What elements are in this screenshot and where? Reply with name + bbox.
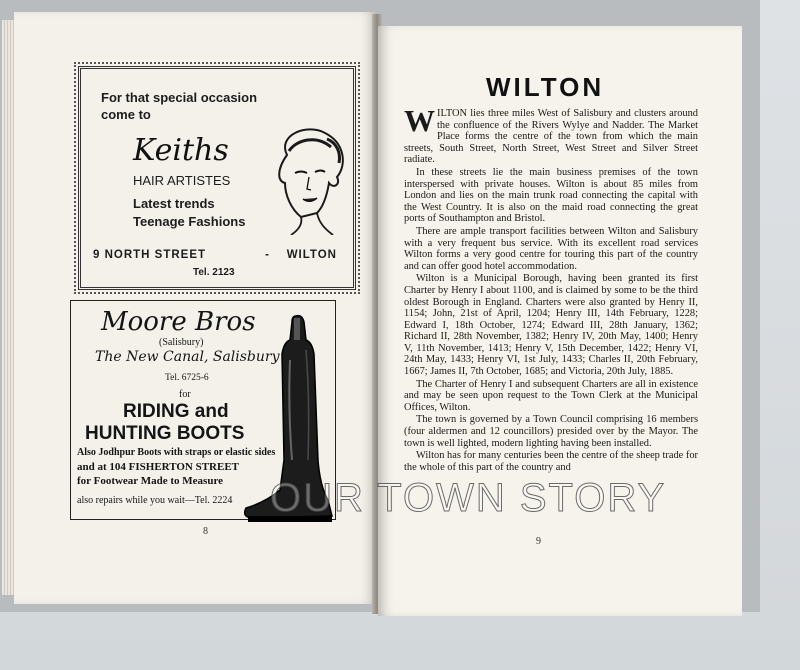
article-paragraph: The town is governed by a Town Council comprising 16 members (four aldermen and 12 councillors) presided over by the Mayor. The town is well lighted, modern lighting having been installed.: [404, 414, 698, 449]
keiths-address: 9 NORTH STREET: [93, 249, 207, 261]
moore-bros-jodhpur-line: Also Jodhpur Boots with straps or elastic sides: [77, 447, 276, 458]
article-paragraph: The Charter of Henry I and subsequent Charters are all in existence and may be seen upon request to the Town Clerk at the Municipal Offices, Wilton.: [404, 378, 698, 413]
moore-bros-riding: RIDING and: [123, 401, 229, 422]
keiths-dash: -: [265, 249, 270, 261]
keiths-town: [265, 249, 337, 261]
wilton-article: [404, 103, 698, 474]
right-page-number: 9: [536, 536, 541, 547]
article-paragraph: Wilton is a Municipal Borough, having been granted its first Charter by Henry I about 1100, and is claimed by some to be the third oldest Borough in England. Charters were also granted by Henry II, 1154; John, 21st of April, 1204; Henry III, 14th February, 1228; Edward I, 18th October, 1274; Edward III, 28th January, 1362; Richard II, 28th November, 1382; Henry IV, 20th May, 1400; Henry V, 11th November, 1413; Henry V, 15th December, 1422; Henry VI, 24th May, 1433; Henry VI, 1st July, 1433; Charles II, 20th February, 1667; James II, 7th October, 1685; and Victoria, 20th July, 1885.: [404, 273, 698, 378]
article-paragraph: There are ample transport facilities between Wilton and Salisbury with a very frequent bus service. With its excellent road services Wilton forms a very good centre for touring this part of the country and can offer good hotel accommodation.: [404, 225, 698, 272]
keiths-intro: For that special occasion come to: [101, 90, 258, 122]
watermark: OUR TOWN STORY: [270, 476, 667, 520]
moore-bros-measure-line: for Footwear Made to Measure: [77, 475, 224, 487]
page-stack-edge: [2, 20, 14, 595]
keiths-subtitle: HAIR ARTISTES: [133, 173, 231, 188]
moore-bros-location: (Salisbury): [159, 337, 204, 348]
drop-cap: W: [404, 103, 435, 138]
article-paragraph: In these streets lie the main business premises of the town interspersed with private houses. Wilton is about 85 miles from London and lies on the main trunk road connecting the capital with the West Country. It is also on the maid road connecting the great ports of Southampton and Bristol.: [404, 166, 698, 225]
keiths-name: Keiths: [133, 133, 229, 168]
moore-bros-for: for: [179, 389, 191, 400]
woman-portrait-illustration: [267, 125, 351, 235]
article-paragraph: Wilton has for many centuries been the centre of the sheep trade for the whole of this part of the country and: [404, 450, 698, 473]
moore-bros-hunting-boots: HUNTING BOOTS: [85, 423, 245, 444]
left-page-number: 8: [203, 526, 208, 537]
moore-bros-street: The New Canal, Salisbury: [95, 349, 280, 365]
keiths-town-name: WILTON: [286, 249, 337, 261]
page-title: WILTON: [486, 72, 605, 102]
keiths-advertisement: [78, 66, 356, 290]
article-paragraph: [404, 103, 698, 166]
moore-bros-repairs-line: also repairs while you wait—Tel. 2224: [77, 495, 233, 506]
moore-bros-telephone: Tel. 6725-6: [165, 373, 209, 383]
paragraph-text: ILTON lies three miles West of Salisbury and clusters around the confluence of the Rivers Wylye and Nadder. The Market Place forms the centre of the town from which the main streets, South Street, North Street, West Street and Silver Street radiate.: [404, 108, 698, 166]
moore-bros-fisherton-line: and at 104 FISHERTON STREET: [77, 461, 240, 473]
keiths-telephone: Tel. 2123: [193, 267, 235, 278]
keiths-trends: Latest trends Teenage Fashions: [133, 196, 246, 229]
moore-bros-name: Moore Bros: [101, 307, 256, 337]
